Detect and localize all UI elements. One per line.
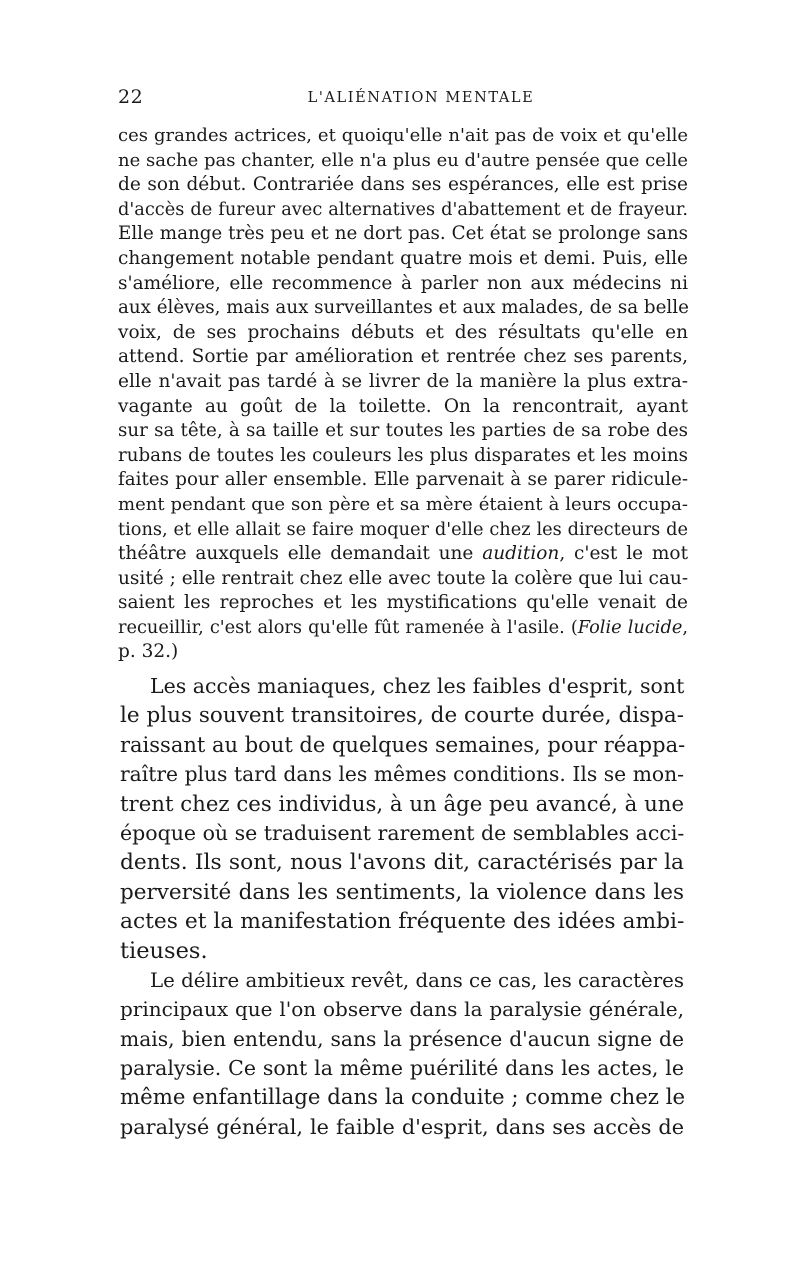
quote-line: tions, et elle allait se faire moquer d'elle chez les directeurs de [118,519,688,540]
page-header [118,86,684,112]
paragraph-line: perversité dans les sentiments, la violence dans les [120,879,684,905]
quote-line: recueillir, c'est alors qu'elle fût ramenée à l'asile. (Folie lucide, [118,617,688,638]
quote-line: vagante au goût de la toilette. On la rencontrait, ayant [118,395,688,417]
quote-line: ne sache pas chanter, elle n'a plus eu d'autre pensée que celle [118,149,688,171]
paragraph-line: dents. Ils sont, nous l'avons dit, caractérisés par la [120,850,684,876]
italic-term: Folie lucide [577,617,683,638]
paragraph-line: époque où se traduisent rarement de semblables acci- [120,820,685,845]
quote-line: faites pour aller ensemble. Elle parvenait à se parer ridicule- [118,469,688,491]
paragraph-line: mais, bien entendu, sans la présence d'aucun signe de [120,1026,684,1051]
quote-line: p. 32.) [118,641,179,663]
paragraph-line: actes et la manifestation fréquente des idées ambi- [120,909,685,935]
paragraph-line: raissant au bout de quelques semaines, pour réappa- [120,732,686,757]
case-quotation [118,124,688,665]
paragraph-line: paralysé général, le faible d'esprit, dans ses accès de [120,1114,684,1139]
quote-line: sur sa tête, à sa taille et sur toutes les parties de sa robe des [118,420,688,442]
quote-line: saient les reproches et les mystifications qu'elle venait de [118,592,688,614]
quote-line: rubans de toutes les couleurs les plus disparates et les moins [118,444,688,466]
body-text [120,672,684,1142]
paragraph-line: paralysie. Ce sont la même puérilité dans les actes, le [120,1056,684,1081]
quote-line: attend. Sortie par amélioration et rentrée chez ses parents, [118,346,688,368]
page-number: 22 [118,86,144,108]
quote-line: usité ; elle rentrait chez elle avec toute la colère que lui cau- [118,567,689,589]
running-title: L'ALIÉNATION MENTALE [307,90,535,106]
quote-line: s'améliore, elle recommence à parler non aux médecins ni [118,272,688,294]
quote-line: ces grandes actrices, et quoiqu'elle n'ait pas de voix et qu'elle [118,125,688,146]
paragraph-line: Le délire ambitieux revêt, dans ce cas, les caractères [150,968,684,992]
paragraph-line: le plus souvent transitoires, de courte durée, dispa- [120,703,684,729]
paragraph-line: principaux que l'on observe dans la paralysie générale, [120,997,684,1022]
quote-line: théâtre auxquels elle demandait une audition, c'est le mot [118,543,689,565]
quote-line: Elle mange très peu et ne dort pas. Cet état se prolonge sans [118,223,688,245]
quote-line: voix, de ses prochains débuts et des résultats qu'elle en [118,321,688,343]
paragraph-line: trent chez ces individus, à un âge peu avancé, à une [120,791,685,817]
paragraph-line: même enfantillage dans la conduite ; comme chez le [120,1085,686,1111]
quote-line: d'accès de fureur avec alternatives d'abattement et de frayeur. [118,199,688,220]
paragraph-line: tieuses. [120,937,208,964]
quote-line: changement notable pendant quatre mois et demi. Puis, elle [118,247,688,269]
paragraph-line: Les accès maniaques, chez les faibles d'esprit, sont [150,674,685,698]
quote-line: ment pendant que son père et sa mère étaient à leurs occupa- [118,493,688,515]
quote-line: aux élèves, mais aux surveillantes et aux malades, de sa belle [118,297,689,319]
quote-line: elle n'avait pas tardé à se livrer de la manière la plus extra- [118,370,688,392]
quote-line: de son début. Contrariée dans ses espérances, elle est prise [118,174,688,196]
paragraph-line: raître plus tard dans les mêmes conditions. Ils se mon- [120,762,684,787]
italic-term: audition [482,543,560,565]
